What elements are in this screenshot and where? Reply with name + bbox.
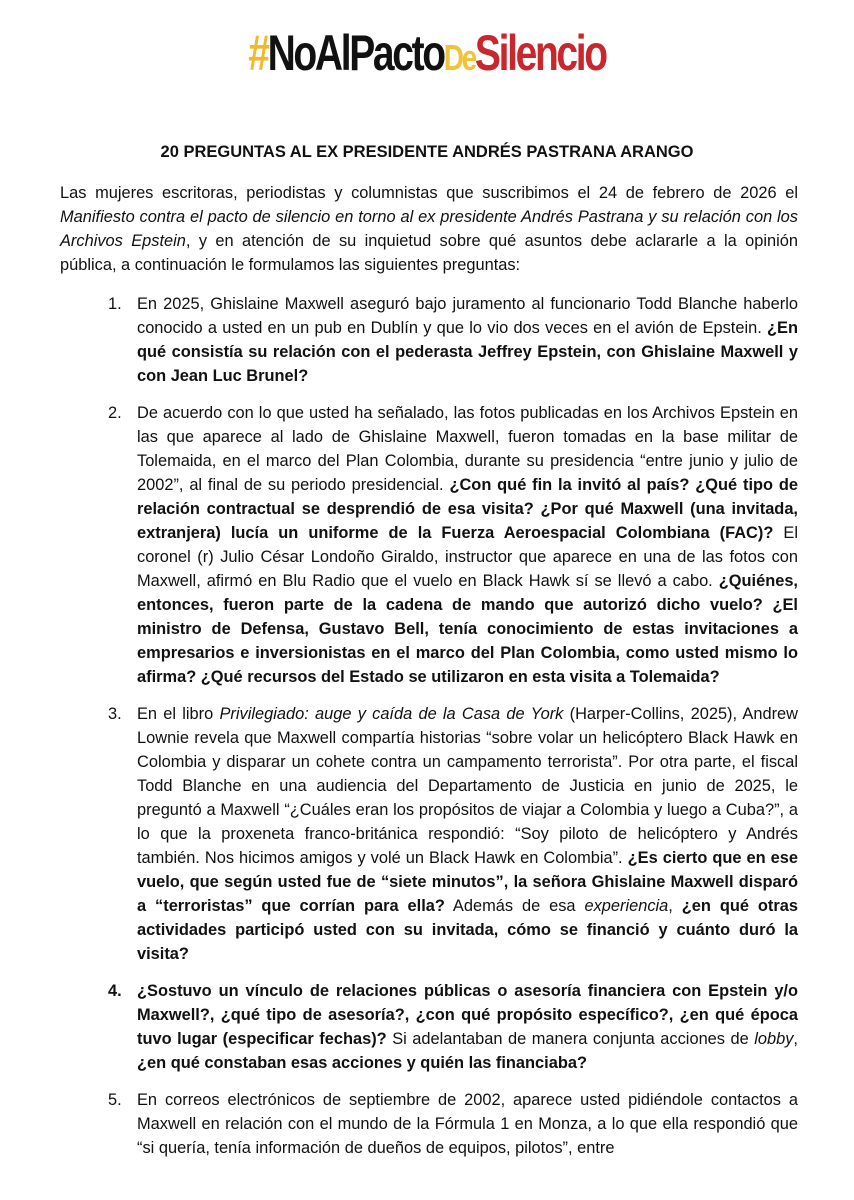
bold-text: ¿Sostuvo un vínculo de relaciones públicas o asesoría financiera con Epstein y/o Maxwell?, ¿qué tipo de asesoría?, ¿con qué propósito específico?, ¿en qué época tuvo lugar (especificar fechas)?: [137, 982, 798, 1048]
text-segment: En 2025, Ghislaine Maxwell aseguró bajo juramento al funcionario Todd Blanche haberlo conocido a usted en un pub en Dublín y que lo vio dos veces en el avión de Epstein.: [137, 295, 798, 337]
italic-text: experiencia: [584, 897, 669, 915]
bold-text: ¿Es cierto que en ese vuelo, que según usted fue de “siete minutos”, la señora Ghislaine Maxwell disparó a “terroristas” que corrían para ella?: [137, 849, 798, 915]
bold-text: ¿Quiénes, entonces, fueron parte de la cadena de mando que autorizó dicho vuelo? ¿El ministro de Defensa, Gustavo Bell, tenía conocimiento de estas invitaciones a empresarios e inversionistas en el marco del Plan Colombia, como usted mismo lo afirma? ¿Qué recursos del Estado se utilizaron en esta visita a Tolemaida?: [137, 572, 798, 686]
text-segment: Además de esa: [444, 897, 585, 915]
campaign-logo: [94, 22, 760, 89]
logo-hash: #: [248, 25, 268, 81]
bold-text: ¿en qué otras actividades participó usted con su invitada, cómo se financió y cuánto duró la visita?: [137, 897, 798, 963]
italic-text: Manifiesto contra el pacto de silencio en torno al ex presidente Andrés Pastrana y su relación con los Archivos Epstein: [60, 208, 798, 250]
logo-part3: Silencio: [474, 25, 606, 81]
text-segment: El coronel (r) Julio César Londoño Giraldo, instructor que aparece en una de las fotos con Maxwell, afirmó en Blu Radio que el vuelo en Black Hawk sí se llevó a cabo.: [137, 524, 798, 590]
logo-part1: NoAlPacto: [267, 25, 444, 81]
text-segment: De acuerdo con lo que usted ha señalado, las fotos publicadas en los Archivos Epstein en las que aparece al lado de Ghislaine Maxwell, fueron tomadas en la base militar de Tolemaida, en el marco del Plan Colombia, durante su presidencia “entre junio y julio de 2002”, al final de su periodo presidencial.: [137, 404, 798, 494]
text-segment: , y en atención de su inquietud sobre qué asuntos debe aclararle a la opinión pública, a continuación le formulamos las siguientes preguntas:: [60, 232, 798, 274]
bold-text: ¿Con qué fin la invitó al país? ¿Qué tipo de relación contractual se desprendió de esa visita? ¿Por qué Maxwell (una invitada, extranjera) lucía un uniforme de la Fuerza Aeroespacial Colombiana (FAC)?: [137, 476, 798, 542]
bold-text: ¿en qué constaban esas acciones y quién las financiaba?: [137, 1054, 587, 1072]
question-number: 4.: [108, 982, 122, 1000]
question-item: [60, 979, 798, 1075]
text-segment: En el libro: [137, 705, 220, 723]
text-segment: ,: [793, 1030, 798, 1048]
question-number: 1.: [108, 295, 122, 313]
question-item: [60, 292, 798, 388]
intro-paragraph: [60, 181, 798, 277]
text-segment: Si adelantaban de manera conjunta acciones de: [386, 1030, 755, 1048]
text-segment: ,: [668, 897, 682, 915]
text-segment: Las mujeres escritoras, periodistas y columnistas que suscribimos el 24 de febrero de 2026 el: [60, 184, 798, 202]
questions-list: [60, 292, 798, 1160]
question-item: [60, 401, 798, 689]
question-item: [60, 702, 798, 966]
text-segment: (Harper-Collins, 2025), Andrew Lownie revela que Maxwell compartía historias “sobre volar un helicóptero Black Hawk en Colombia y disparar un cohete contra un campamento terrorista”. Por otra parte, el fiscal Todd Blanche en una audiencia del Departamento de Justicia en junio de 2025, le preguntó a Maxwell “¿Cuáles eran los propósitos de viajar a Colombia y luego a Cuba?”, a lo que la proxeneta franco-británica respondió: “Soy piloto de helicóptero y Andrés también. Nos hicimos amigos y volé un Black Hawk en Colombia”.: [137, 705, 798, 867]
bold-text: ¿En qué consistía su relación con el pederasta Jeffrey Epstein, con Ghislaine Maxwell y con Jean Luc Brunel?: [137, 319, 798, 385]
document-title: 20 PREGUNTAS AL EX PRESIDENTE ANDRÉS PASTRANA ARANGO: [160, 143, 694, 161]
text-segment: En correos electrónicos de septiembre de 2002, aparece usted pidiéndole contactos a Maxwell en relación con el mundo de la Fórmula 1 en Monza, a lo que ella respondió que “si quería, tenía información de dueños de equipos, pilotos”, entre: [137, 1091, 798, 1157]
logo-part2: De: [443, 37, 475, 78]
question-number: 2.: [108, 404, 122, 422]
document-body: [60, 181, 798, 1173]
question-number: 5.: [108, 1091, 122, 1109]
italic-text: lobby: [754, 1030, 794, 1048]
question-item: [60, 1088, 798, 1160]
italic-text: Privilegiado: auge y caída de la Casa de York: [219, 705, 564, 723]
question-number: 3.: [108, 705, 122, 723]
